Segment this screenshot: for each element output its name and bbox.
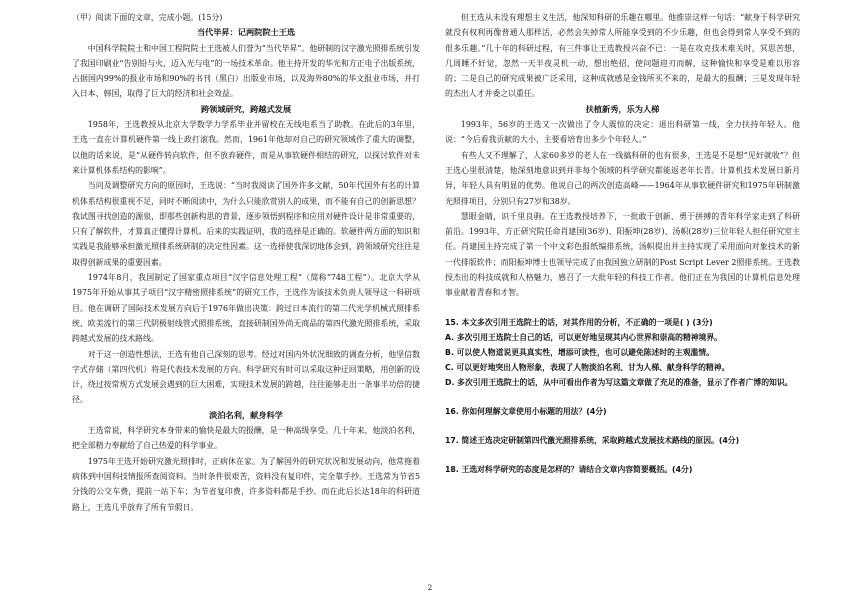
question-15-option-d: D. 多次引用王选院士的话，从中可看出作者为写这篇文章做了充足的准备，显示了作者广博的知识。 (445, 377, 793, 387)
paragraph: 对于这一创造性想法，王选有他自己深刻的思考。经过对国内外状况细致的调查分析，他坚信数字式存储（第四代机）将是代表技术发展的方向。科学研究有时可以采取这种迂回策略，用创新的设计，绕过按常规方式发展会遇到的巨大困难，实现技术发展的跨越，往往能够走出一条事半功倍的捷径。 (72, 349, 420, 405)
question-17: 17. 简述王选决定研制第四代激光照排系统，采取跨越式发展技术路线的原因。(4分) (445, 435, 740, 445)
right-column (445, 10, 800, 477)
paragraph: 王选常说，科学研究本身带来的愉快是最大的报酬，是一种高级享受。几十年来，他淡泊名利，把全部精力奉献给了自己热爱的科学事业。 (72, 426, 420, 451)
left-column (72, 10, 420, 515)
subheading-1: 跨领域研究，跨越式发展 (200, 103, 292, 114)
subheading-3: 扶植新秀，乐为人梯 (585, 103, 660, 114)
question-15-stem: 15. 本文多次引用王选院士的话，对其作用的分析，不正确的一项是( ) (3分) (445, 317, 713, 327)
paragraph: 1974年8月，我国制定了国家重点项目“汉字信息处理工程”（简称“748工程”）。北京大学从1975年开始从事其子项目“汉字精密照排系统”的研究工作，王选作为该技术负责人领导这一科研项目。他在调研了国际技术发展方向后于1976年做出决策：跨过日本流行的第二代光学机械式照排系统、欧美流行的第三代阴极射线管式照排系统，直接研制国外尚无商品的第四代激光照排系统，采取跨越式发展的技术路线。 (72, 273, 420, 344)
paragraph: 1975年王选开始研究激光照排时，正病休在家。为了解国外的研究状况和发展动向，他常拖着病体到中国科技情报所查阅资料。当时条件很艰苦，资料没有复印件，完全靠手抄。王选常为节省5分钱的公交车费，提前一站下车；为节省复印费，许多资料都是手抄。而在此后长达18年的科研道路上，王选几乎放弃了所有节假日。 (72, 456, 420, 512)
page-number: 2 (427, 584, 433, 592)
question-18: 18. 王选对科学研究的态度是怎样的？请结合文章内容简要概括。(4分) (445, 464, 693, 474)
subheading-2: 淡泊名利，献身科学 (209, 409, 283, 420)
paragraph: 当问及调整研究方向的原因时，王选说：“当时我阅读了国外许多文献，50年代国外有名的计算机体系结构很重视不足，同时不断阅读中，为什么只能欣赏别人的成果，而不能有自己的创新思想？我试图寻找创造的源泉，即那些创新构思的背景，逐步领悟到程序和应用对硬件设计是非常重要的，只有了解软件，才算真正懂得计算机。后来的实践证明，我的选择是正确的。软硬件两方面的知识和实践是我能够承担激光照排系统研制的决定性因素。这一选择使我深切地体会到，跨领域研究往往是取得创新成果的重要因素。 (72, 181, 420, 267)
question-15-option-c: C. 可以更好地突出人物形象，表现了人物淡泊名利、甘为人梯、献身科学的精神。 (445, 362, 730, 372)
question-15 (445, 315, 800, 390)
paragraph: 1958年，王选教授从北京大学数学力学系毕业并留校在无线电系当了助教。在此后的3年里，王选一直在计算机硬件第一线上政打滚我。然而，1961年他却对自己的研究领域作了重大的调整，以他的话来说，是“从硬件转向软件，但不放弃硬件，而是从事软硬件相结的研究，以探讨软件对未来计算机体系结构的影响”。 (72, 120, 420, 175)
paragraph: 有些人又不理解了，人家60多岁的老人在一线搞科研的也有很多，王选是不是想“见好就收”？但王选心里很清楚，他深刻地意识到并非每个领域的科学研究都能返老年长青。计算机技术发展日新月异，年轻人具有明显的优势。他说自己的两次创造高峰——1964年从事软硬件研究和1975年研制激光照排项目，分别只有27岁和38岁。 (445, 150, 800, 206)
question-16: 16. 你如何理解文章使用小标题的用法？(4分) (445, 406, 607, 416)
article-title: 当代毕昇：记两院院士王选 (196, 27, 296, 38)
question-15-option-a: A. 多次引用王选院士自己的话，可以更好地呈现其内心世界和崇高的精神境界。 (445, 332, 722, 342)
question-15-option-b: B. 可以使人物道说更具真实性，增添可读性，也可以避免陈述时的主观滥情。 (445, 347, 714, 357)
section-intro: （甲）阅读下面的文章，完成小题。(15分) (72, 13, 223, 22)
paragraph: 中国科学院院士和中国工程院院士王选被人们誉为“当代毕昇”。他研制的汉字激光照排系统引发了我国印刷业“告别铅与火，迈入光与电”的一场技术革命。他主持开发的华光和方正电子出版系统，占据国内99%的报业市场和90%的书刊（黑白）出版业市场，以及海外80%的华文报业市场，并打入日本、韩国，取得了巨大的经济和社会效益。 (72, 43, 420, 99)
paragraph: 1993年，56岁的王选又一次做出了令人震惊的决定：退出科研第一线，全力扶持年轻人。他说：“今后看我贡献的大小，主要看培育出多少个年轻人。” (445, 120, 800, 145)
paragraph: 慧眼金睛，识千里良驹。在王选教授培养下，一批敢于创新、勇于拼搏的青年科学家走到了科研前沿。1993年，方正研究院任命肖建国(36岁)、阳振坤(28岁)、汤帜(28岁)三位年轻人担任研究室主任。肖建国主持完成了第一个中文彩色报纸编排系统，汤帜提出并主持实现了采用面向对象技术的新一代排版软件；而阳振坤博士也领导完成了由我国独立研制的Post Script Lever 2照排系统。王选教授杰出的科技成就和人格魅力，感召了一大批年轻的科技工作者。他们正在为我国的计算机信息处理事业献着青春和才智。 (445, 211, 800, 298)
paragraph: 但王选从未没有理想主义生活，他深知科研的乐趣在哪里。他推崇这样一句话：“献身于科学研究就没有权利再像普通人那样活，必然会失掉常人所能享受到的不少乐趣，但也会得到常人享受不到的很多乐趣。”几十年的科研过程，有三件事让王选教授兴奋不已：一是在攻克技术难关时，冥思苦想，几周睡不好觉，忽然一天半夜灵机一动，想出绝招，使问题迎刃而解，这种愉快和享受是难以形容的；二是自己的研究成果被广泛采用，这种成就感是金钱所买不来的，是最大的报酬；三是发现年轻的杰出人才并委之以重任。 (445, 13, 800, 99)
